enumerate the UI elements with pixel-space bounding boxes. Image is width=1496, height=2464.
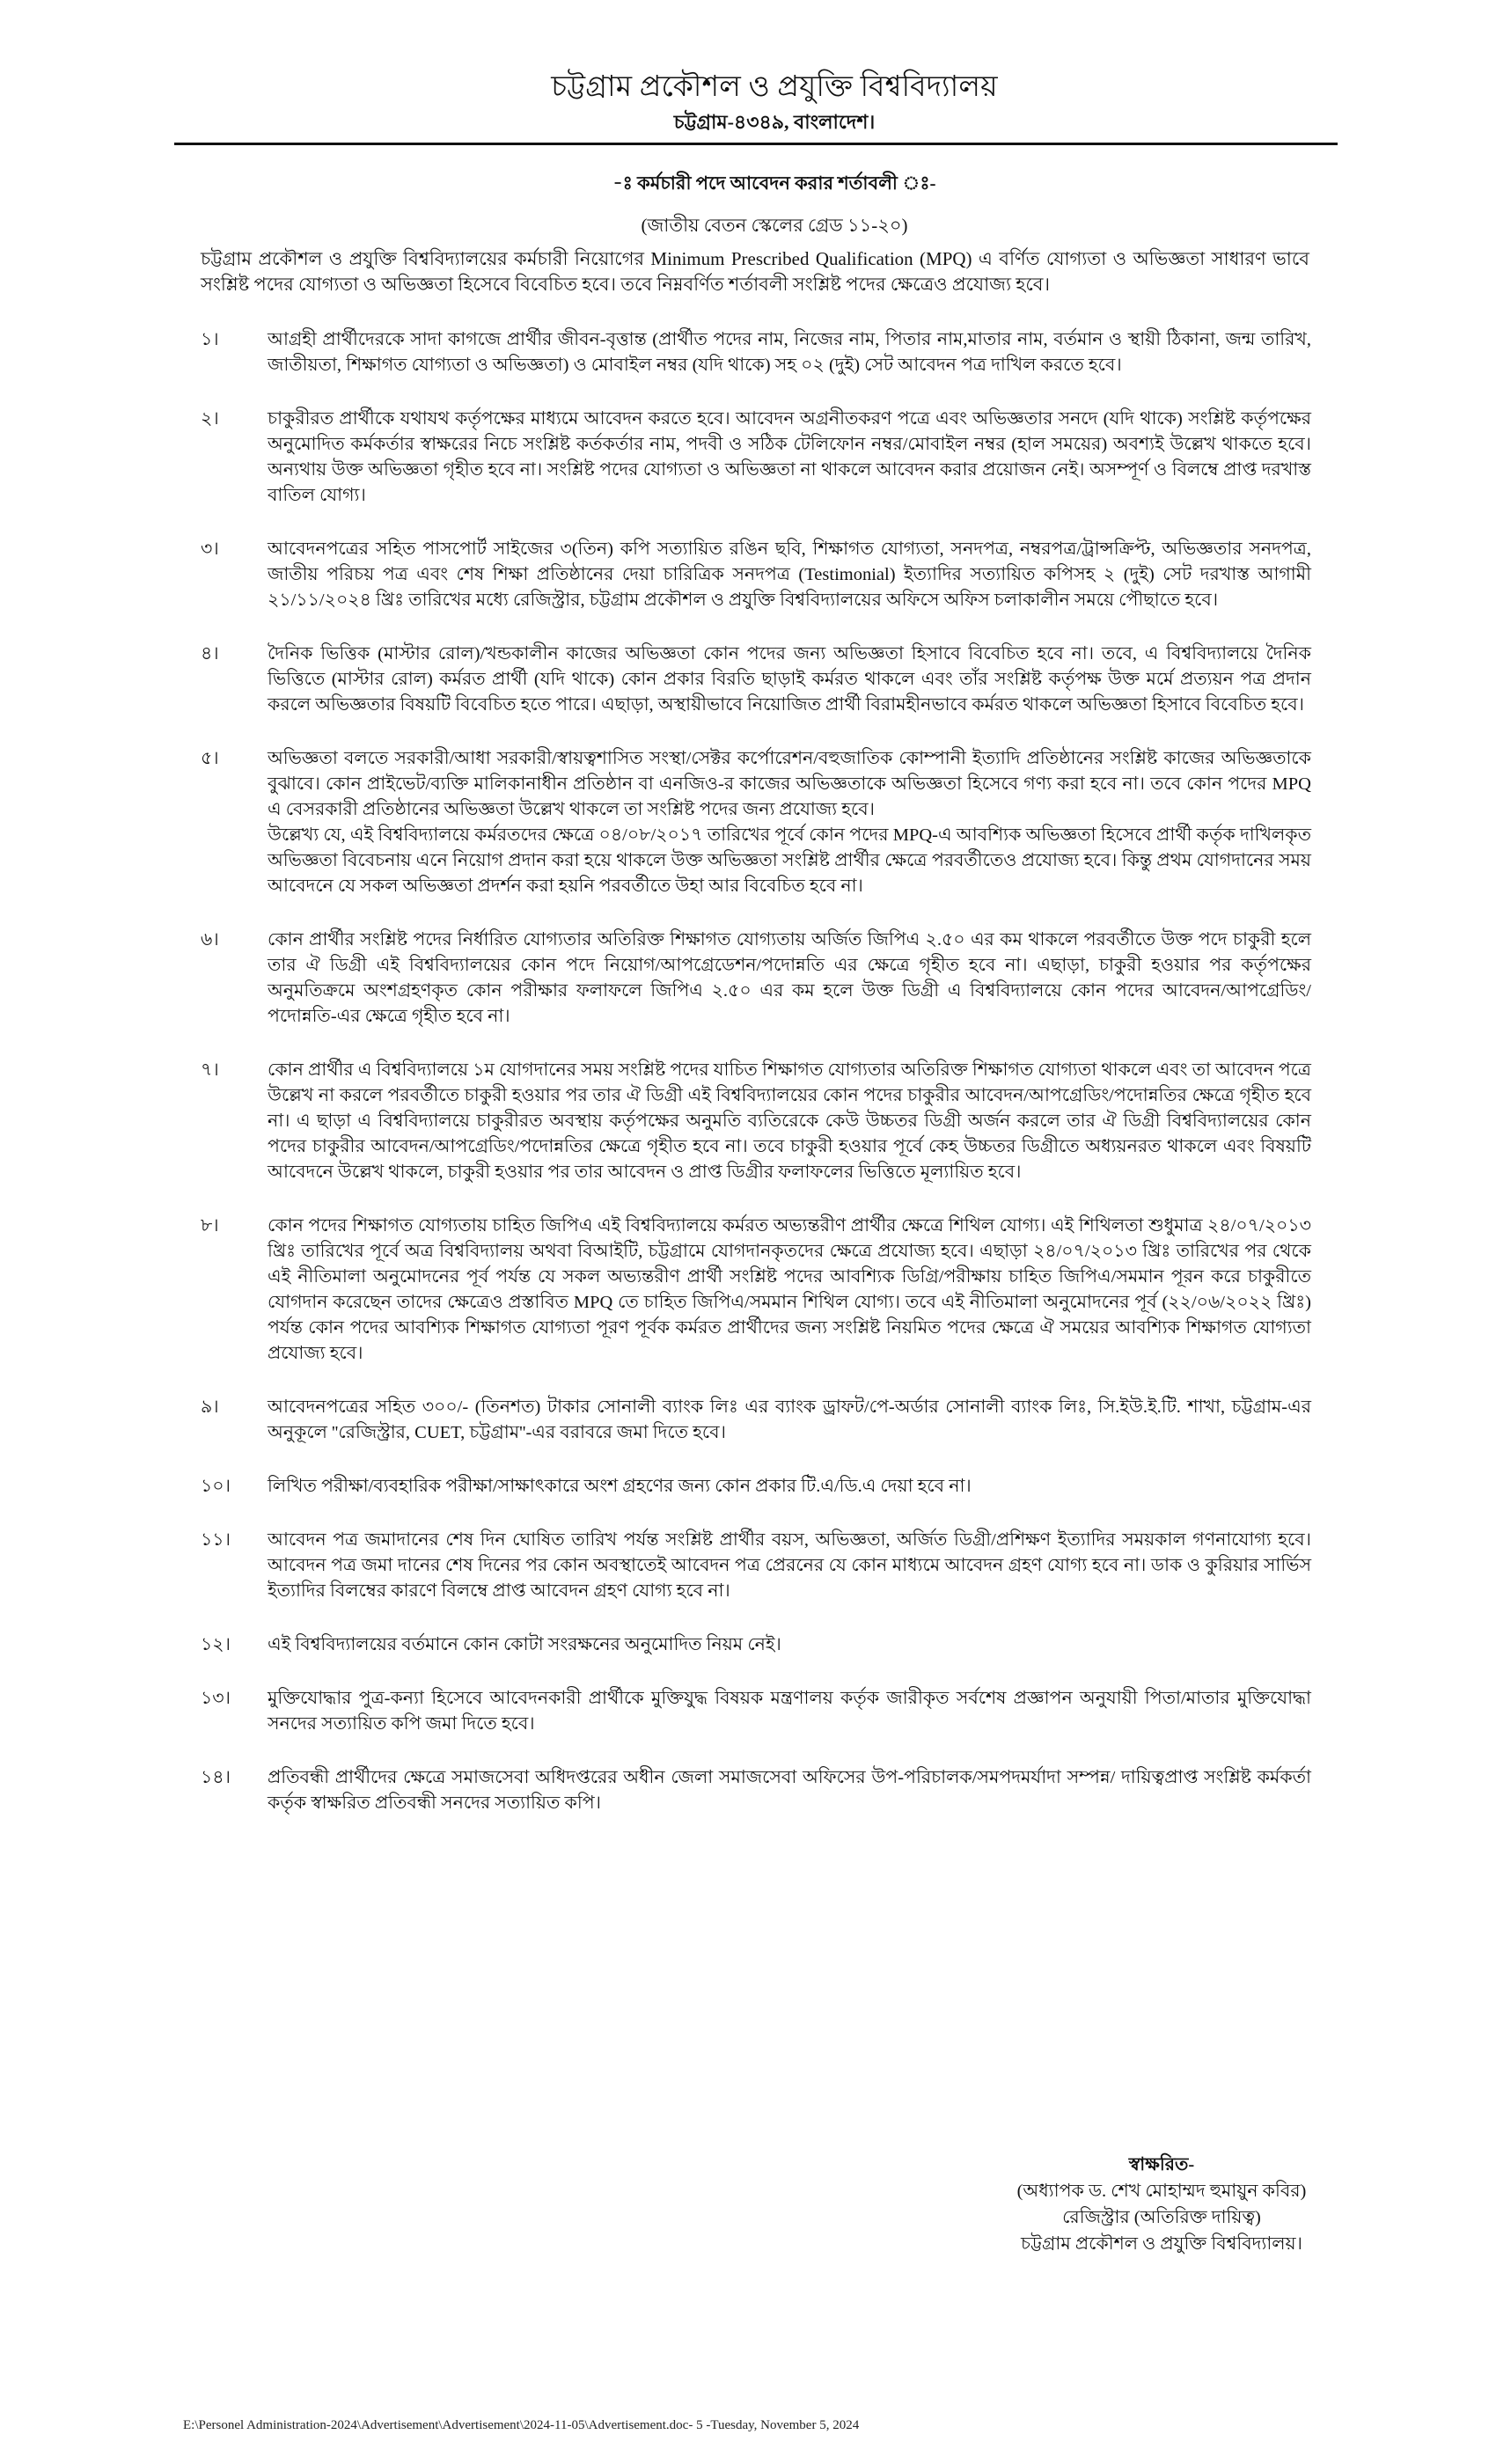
grade-subheading: (জাতীয় বেতন স্কেলের গ্রেড ১১-২০): [641, 215, 908, 236]
condition-text: আগ্রহী প্রার্থীদেরকে সাদা কাগজে প্রার্থীর জীবন-বৃত্তান্ত (প্রার্থীত পদের নাম, নিজের নাম, পিতার নাম,মাতার নাম, বর্তমান ও স্থায়ী ঠিকানা, জন্ম তারিখ, জাতীয়তা, শিক্ষাগত যোগ্যতা ও অভিজ্ঞতা) ও মোবাইল নম্বর (যদি থাকে) সহ ০২ (দুই) সেট আবেদন পত্র দাখিল করতে হবে।: [268, 330, 1311, 375]
signatory-designation: রেজিস্ট্রার (অতিরিক্ত দায়িত্ব): [1062, 2208, 1261, 2227]
condition-text: অভিজ্ঞতা বলতে সরকারী/আধা সরকারী/স্বায়ত্বশাসিত সংস্থা/সেক্টর কর্পোরেশন/বহুজাতিক কোম্পানী ইত্যাদি প্রতিষ্ঠানের সংশ্লিষ্ট কাজের অভিজ্ঞতাকে বুঝাবে। কোন প্রাইভেট/ব্যক্তি মালিকানাধীন প্রতিষ্ঠান বা এনজিও-র কাজের অভিজ্ঞতাকে অভিজ্ঞতা হিসেবে গণ্য করা হবে না। তবে কোন পদের MPQ এ বেসরকারী প্রতিষ্ঠানের অভিজ্ঞতা উল্লেখ থাকলে তা সংশ্লিষ্ট পদের জন্য প্রযোজ্য হবে।: [268, 749, 1311, 819]
condition-text: কোন প্রার্থীর এ বিশ্ববিদ্যালয়ে ১ম যোগদানের সময় সংশ্লিষ্ট পদের যাচিত শিক্ষাগত যোগ্যতার অতিরিক্ত শিক্ষাগত যোগ্যতা থাকলে এবং তা আবেদন পত্রে উল্লেখ না করলে পরবর্তীতে চাকুরী হওয়ার পর তার ঐ ডিগ্রী এই বিশ্ববিদ্যালয়ের কোন পদের চাকুরীর আবেদন/আপগ্রেডিং/পদোন্নতির ক্ষেত্রে গৃহীত হবে না। এ ছাড়া এ বিশ্ববিদ্যালয়ে চাকুরীরত অবস্থায় কর্তৃপক্ষের অনুমতি ব্যতিরেকে কেউ উচ্চতর ডিগ্রী অর্জন করলে তার ঐ ডিগ্রী বিশ্ববিদ্যালয়ের কোন পদের চাকুরীর আবেদন/আপগ্রেডিং/পদোন্নতির ক্ষেত্রে গৃহীত হবে না। তবে চাকুরী হওয়ার পূর্বে কেহ উচ্চতর ডিগ্রীতে অধ্যয়নরত থাকলে এবং বিষয়টি আবেদনে উল্লেখ থাকলে, চাকুরী হওয়ার পর তার আবেদন ও প্রাপ্ত ডিগ্রীর ফলাফলের ভিত্তিতে মূল্যায়িত হবে।: [268, 1060, 1311, 1182]
condition-number: ১০।: [201, 1477, 231, 1496]
condition-item: [201, 327, 1311, 378]
conditions-list: [201, 327, 1311, 1844]
university-name: চট্টগ্রাম প্রকৌশল ও প্রযুক্তি বিশ্ববিদ্যালয়: [551, 71, 998, 103]
condition-number: ৬।: [201, 930, 219, 950]
document-subject: -ঃ কর্মচারী পদে আবেদন করার শর্তাবলী ঃ-: [612, 172, 936, 194]
condition-text: কোন প্রার্থীর সংশ্লিষ্ট পদের নির্ধারিত যোগ্যতার অতিরিক্ত শিক্ষাগত যোগ্যতায় অর্জিত জিপিএ ২.৫০ এর কম থাকলে পরবর্তীতে উক্ত পদে চাকুরী হলে তার ঐ ডিগ্রী এই বিশ্ববিদ্যালয়ের কোন পদে নিয়োগ/আপগ্রেডেশন/পদোন্নতি এর ক্ষেত্রে গৃহীত হবে না। এছাড়া, চাকুরী হওয়ার পর কর্তৃপক্ষের অনুমতিক্রমে অংশগ্রহণকৃত কোন পরীক্ষার ফলাফলে জিপিএ ২.৫০ এর কম হলে উক্ত ডিগ্রী এ বিশ্ববিদ্যালয়ে কোন পদের আবেদন/আপগ্রেডিং/পদোন্নতি-এর ক্ষেত্রে গৃহীত হবে না।: [268, 930, 1311, 1026]
header-divider: [174, 143, 1338, 145]
signature-block: [968, 2152, 1355, 2257]
condition-text: লিখিত পরীক্ষা/ব্যবহারিক পরীক্ষা/সাক্ষাৎকারে অংশ গ্রহণের জন্য কোন প্রকার টি.এ/ডি.এ দেয়া হবে না।: [268, 1477, 972, 1496]
signatory-name: (অধ্যাপক ড. শেখ মোহাম্মদ হুমায়ুন কবির): [1016, 2182, 1307, 2201]
signature-label: স্বাক্ষরিত-: [1128, 2155, 1195, 2174]
condition-item: [201, 537, 1311, 613]
condition-number: ৯।: [201, 1397, 219, 1417]
condition-number: ১১।: [201, 1530, 231, 1550]
condition-item: [201, 642, 1311, 718]
condition-item: [201, 1686, 1311, 1737]
condition-item: [201, 746, 1311, 899]
file-path-footer: E:\Personel Administration-2024\Advertisement\Advertisement\2024-11-05\Advertisement.doc- 5 -Tuesday, November 5, 2024: [183, 2418, 860, 2432]
condition-number: ৮।: [201, 1216, 219, 1236]
condition-text: আবেদনপত্রের সহিত ৩০০/- (তিনশত) টাকার সোনালী ব্যাংক লিঃ এর ব্যাংক ড্রাফট/পে-অর্ডার সোনালী ব্যাংক লিঃ, সি.ইউ.ই.টি. শাখা, চট্টগ্রাম-এর অনুকূলে ''রেজিস্ট্রার, CUET, চট্টগ্রাম''-এর বরাবরে জমা দিতে হবে।: [268, 1397, 1311, 1442]
condition-text: আবেদনপত্রের সহিত পাসপোর্ট সাইজের ৩(তিন) কপি সত্যায়িত রঙিন ছবি, শিক্ষাগত যোগ্যতা, সনদপত্র, নম্বরপত্র/ট্রান্সক্রিপ্ট, অভিজ্ঞতার সনদপত্র, জাতীয় পরিচয় পত্র এবং শেষ শিক্ষা প্রতিষ্ঠানের দেয়া চারিত্রিক সনদপত্র (Testimonial) ইত্যাদির সত্যায়িত কপিসহ ২ (দুই) সেট দরখাস্ত আগামী ২১/১১/২০২৪ খ্রিঃ তারিখের মধ্যে রেজিস্ট্রার, চট্টগ্রাম প্রকৌশল ও প্রযুক্তি বিশ্ববিদ্যালয়ের অফিসে অফিস চলাকালীন সময়ে পৌছাতে হবে।: [268, 539, 1311, 610]
condition-text: চাকুরীরত প্রার্থীকে যথাযথ কর্তৃপক্ষের মাধ্যমে আবেদন করতে হবে। আবেদন অগ্রনীতকরণ পত্রে এবং অভিজ্ঞতার সনদে (যদি থাকে) সংশ্লিষ্ট কর্তৃপক্ষের অনুমোদিত কর্মকর্তার স্বাক্ষরের নিচে সংশ্লিষ্ট কর্তকর্তার নাম, পদবী ও সঠিক টেলিফোন নম্বর/মোবাইল নম্বর (হাল সময়ের) অবশ্যই উল্লেখ থাকতে হবে। অন্যথায় উক্ত অভিজ্ঞতা গৃহীত হবে না। সংশ্লিষ্ট পদের যোগ্যতা ও অভিজ্ঞতা না থাকলে আবেদন করার প্রয়োজন নেই। অসম্পূর্ণ ও বিলম্বে প্রাপ্ত দরখাস্ত বাতিল যোগ্য।: [268, 409, 1311, 505]
condition-text: এই বিশ্ববিদ্যালয়ের বর্তমানে কোন কোটা সংরক্ষনের অনুমোদিত নিয়ম নেই।: [268, 1635, 781, 1654]
condition-item: [201, 1058, 1311, 1185]
condition-number: ৩।: [201, 539, 219, 559]
condition-number: ৪।: [201, 644, 219, 664]
condition-item: [201, 407, 1311, 509]
condition-text: কোন পদের শিক্ষাগত যোগ্যতায় চাহিত জিপিএ এই বিশ্ববিদ্যালয়ে কর্মরত অভ্যন্তরীণ প্রার্থীর ক্ষেত্রে শিথিল যোগ্য। এই শিথিলতা শুধুমাত্র ২৪/০৭/২০১৩ খ্রিঃ তারিখের পূর্বে অত্র বিশ্ববিদ্যালয় অথবা বিআইটি, চট্টগ্রামে যোগদানকৃতদের ক্ষেত্রে প্রযোজ্য হবে। এছাড়া ২৪/০৭/২০১৩ খ্রিঃ তারিখের পর থেকে এই নীতিমালা অনুমোদনের পূর্ব পর্যন্ত যে সকল অভ্যন্তরীণ প্রার্থী সংশ্লিষ্ট পদের আবশ্যিক ডিগ্রি/পরীক্ষায় চাহিত জিপিএ/সমমান পূরন করে চাকুরীতে যোগদান করেছেন তাদের ক্ষেত্রেও প্রস্তাবিত MPQ তে চাহিত জিপিএ/সমমান শিথিল যোগ্য। তবে এই নীতিমালা অনুমোদনের পূর্ব (২২/০৬/২০২২ খ্রিঃ) পর্যন্ত কোন পদের আবশ্যিক শিক্ষাগত যোগ্যতা পূরণ পূর্বক কর্মরত প্রার্থীদের জন্য সংশ্লিষ্ট নিয়মিত পদের ক্ষেত্রে ঐ সময়ের আবশ্যিক শিক্ষাগত যোগ্যতা প্রযোজ্য হবে।: [268, 1216, 1311, 1363]
condition-item: [201, 1214, 1311, 1367]
intro-paragraph: চট্টগ্রাম প্রকৌশল ও প্রযুক্তি বিশ্ববিদ্যালয়ের কর্মচারী নিয়োগের Minimum Prescribed Qualification (MPQ) এ বর্ণিত যোগ্যতা ও অভিজ্ঞতা সাধারণ ভাবে সংশ্লিষ্ট পদের যোগ্যতা ও অভিজ্ঞতা হিসেবে বিবেচিত হবে। তবে নিম্নবর্ণিত শর্তাবলী সংশ্লিষ্ট পদের ক্ষেত্রেও প্রযোজ্য হবে।: [201, 248, 1309, 295]
condition-text: মুক্তিযোদ্ধার পুত্র-কন্যা হিসেবে আবেদনকারী প্রার্থীকে মুক্তিযুদ্ধ বিষয়ক মন্ত্রণালয় কর্তৃক জারীকৃত সর্বশেষ প্রজ্ঞাপন অনুযায়ী পিতা/মাতার মুক্তিযোদ্ধা সনদের সত্যায়িত কপি জমা দিতে হবে।: [268, 1689, 1311, 1734]
condition-item: [201, 1474, 1311, 1500]
condition-number: ১।: [201, 330, 219, 349]
condition-note: উল্লেখ্য যে, এই বিশ্ববিদ্যালয়ে কর্মরতদের ক্ষেত্রে ০৪/০৮/২০১৭ তারিখের পূর্বে কোন পদের MPQ-এ আবশ্যিক অভিজ্ঞতা হিসেবে প্রার্থী কর্তৃক দাখিলকৃত অভিজ্ঞতা বিবেচনায় এনে নিয়োগ প্রদান করা হয়ে থাকলে উক্ত অভিজ্ঞতা সংশ্লিষ্ট প্রার্থীর ক্ষেত্রে পরবর্তীতেও প্রযোজ্য হবে। কিন্তু প্রথম যোগদানের সময় আবেদনে যে সকল অভিজ্ঞতা প্রদর্শন করা হয়নি পরবর্তীতে উহা আর বিবেচিত হবে না।: [268, 825, 1311, 896]
condition-number: ১৪।: [201, 1768, 231, 1787]
condition-text: দৈনিক ভিত্তিক (মাস্টার রোল)/খন্ডকালীন কাজের অভিজ্ঞতা কোন পদের জন্য অভিজ্ঞতা হিসাবে বিবেচিত হবে না। তবে, এ বিশ্ববিদ্যালয়ে দৈনিক ভিত্তিতে (মাস্টার রোল) কর্মরত প্রার্থী (যদি থাকে) কোন প্রকার বিরতি ছাড়াই কর্মরত থাকলে এবং তাঁর সংশ্লিষ্ট কর্তৃপক্ষ উক্ত মর্মে প্রত্যয়ন পত্র প্রদান করলে অভিজ্ঞতার বিষয়টি বিবেচিত হতে পারে। এছাড়া, অস্থায়ীভাবে নিয়োজিত প্রার্থী বিরামহীনভাবে কর্মরত থাকলে অভিজ্ঞতা হিসাবে বিবেচিত হবে।: [268, 644, 1311, 715]
condition-text: প্রতিবন্ধী প্রার্থীদের ক্ষেত্রে সমাজসেবা অধিদপ্তরের অধীন জেলা সমাজসেবা অফিসের উপ-পরিচালক/সমপদমর্যাদা সম্পন্ন/ দায়িত্বপ্রাপ্ত সংশ্লিষ্ট কর্মকর্তা কর্তৃক স্বাক্ষরিত প্রতিবন্ধী সনদের সত্যায়িত কপি।: [268, 1768, 1311, 1813]
condition-item: [201, 1765, 1311, 1816]
condition-number: ১২।: [201, 1635, 231, 1654]
condition-item: [201, 928, 1311, 1030]
condition-item: [201, 1528, 1311, 1604]
university-address: চট্টগ্রাম-৪৩৪৯, বাংলাদেশ।: [673, 111, 876, 133]
condition-item: [201, 1632, 1311, 1658]
condition-text: আবেদন পত্র জমাদানের শেষ দিন ঘোষিত তারিখ পর্যন্ত সংশ্লিষ্ট প্রার্থীর বয়স, অভিজ্ঞতা, অর্জিত ডিগ্রী/প্রশিক্ষণ ইত্যাদির সময়কাল গণনাযোগ্য হবে। আবেদন পত্র জমা দানের শেষ দিনের পর কোন অবস্থাতেই আবেদন পত্র প্রেরনের যে কোন মাধ্যমে আবেদন গ্রহণ যোগ্য হবে না। ডাক ও কুরিয়ার সার্ভিস ইত্যাদির বিলম্বের কারণে বিলম্বে প্রাপ্ত আবেদন গ্রহণ যোগ্য হবে না।: [268, 1530, 1311, 1601]
condition-number: ২।: [201, 409, 219, 429]
condition-number: ৭।: [201, 1060, 219, 1080]
condition-number: ৫।: [201, 749, 219, 768]
condition-item: [201, 1395, 1311, 1446]
signatory-institution: চট্টগ্রাম প্রকৌশল ও প্রযুক্তি বিশ্ববিদ্যালয়।: [1021, 2234, 1302, 2254]
condition-number: ১৩।: [201, 1689, 231, 1708]
